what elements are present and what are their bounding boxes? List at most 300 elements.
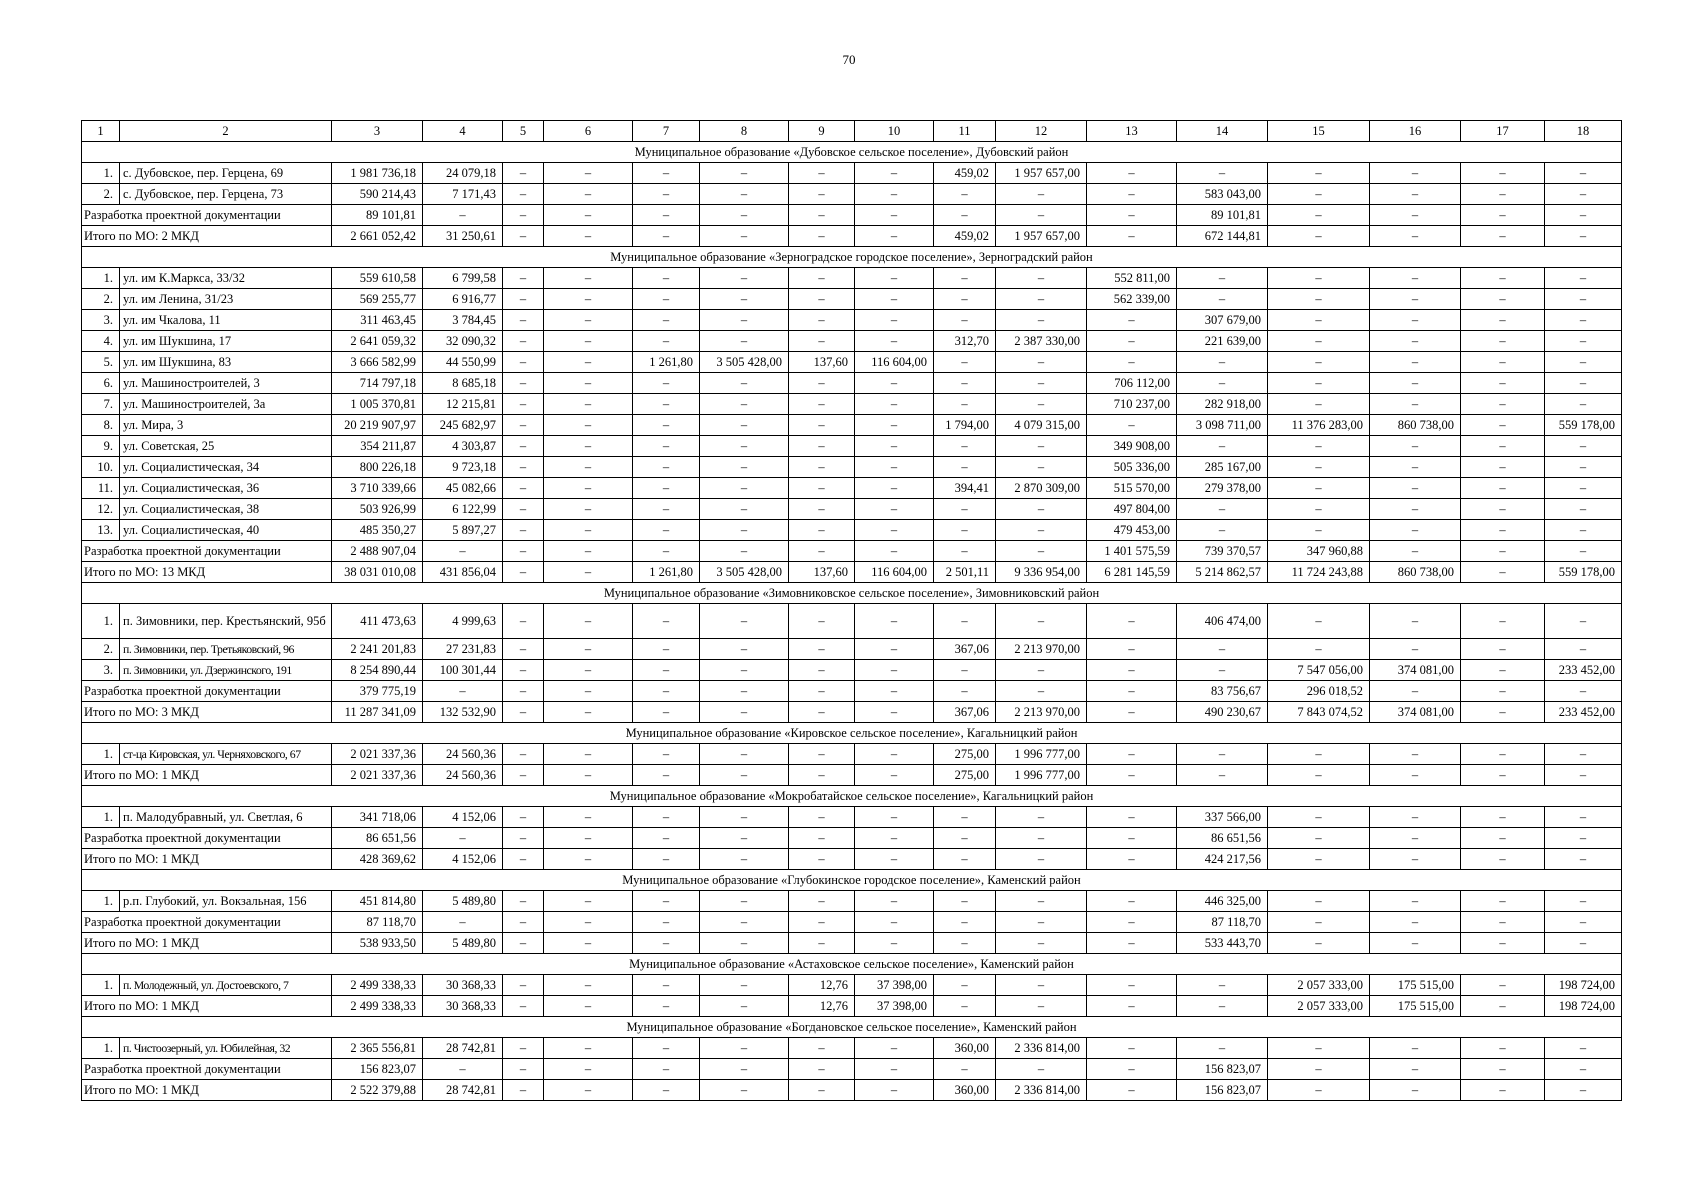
- value-cell: –: [1545, 226, 1622, 247]
- summary-row: [82, 828, 1622, 849]
- value-cell: –: [1268, 1038, 1370, 1059]
- value-cell: 2 021 337,36: [332, 744, 423, 765]
- value-cell: –: [1545, 352, 1622, 373]
- value-cell: –: [934, 373, 996, 394]
- value-cell: –: [544, 1080, 633, 1101]
- value-cell: –: [934, 933, 996, 954]
- value-cell: –: [855, 163, 934, 184]
- column-header: 12: [996, 121, 1087, 142]
- value-cell: –: [544, 996, 633, 1017]
- row-number: 1.: [82, 807, 120, 828]
- value-cell: 156 823,07: [1177, 1059, 1268, 1080]
- value-cell: –: [633, 1038, 700, 1059]
- value-cell: –: [1087, 639, 1177, 660]
- value-cell: –: [855, 891, 934, 912]
- value-cell: 360,00: [934, 1080, 996, 1101]
- value-cell: –: [1087, 660, 1177, 681]
- table-row: [82, 891, 1622, 912]
- row-number: 3.: [82, 310, 120, 331]
- value-cell: 2 488 907,04: [332, 541, 423, 562]
- value-cell: 1 996 777,00: [996, 765, 1087, 786]
- value-cell: 710 237,00: [1087, 394, 1177, 415]
- value-cell: –: [789, 891, 855, 912]
- value-cell: –: [855, 394, 934, 415]
- value-cell: –: [789, 541, 855, 562]
- value-cell: –: [1177, 436, 1268, 457]
- value-cell: –: [633, 163, 700, 184]
- value-cell: 156 823,07: [332, 1059, 423, 1080]
- value-cell: 367,06: [934, 639, 996, 660]
- value-cell: –: [503, 765, 544, 786]
- value-cell: 6 281 145,59: [1087, 562, 1177, 583]
- value-cell: 479 453,00: [1087, 520, 1177, 541]
- value-cell: –: [855, 289, 934, 310]
- value-cell: 86 651,56: [1177, 828, 1268, 849]
- address-cell: ул. им Шукшина, 17: [120, 331, 332, 352]
- value-cell: –: [700, 807, 789, 828]
- value-cell: –: [1370, 541, 1461, 562]
- value-cell: –: [1545, 744, 1622, 765]
- value-cell: –: [633, 1080, 700, 1101]
- value-cell: 2 336 814,00: [996, 1038, 1087, 1059]
- value-cell: 3 710 339,66: [332, 478, 423, 499]
- value-cell: –: [1461, 975, 1545, 996]
- value-cell: –: [633, 457, 700, 478]
- value-cell: –: [1087, 352, 1177, 373]
- value-cell: –: [503, 268, 544, 289]
- value-cell: –: [855, 415, 934, 436]
- value-cell: –: [789, 373, 855, 394]
- value-cell: –: [503, 289, 544, 310]
- value-cell: 583 043,00: [1177, 184, 1268, 205]
- address-cell: ст-ца Кировская, ул. Черняховского, 67: [120, 744, 332, 765]
- table-row: [82, 352, 1622, 373]
- address-cell: ул. Социалистическая, 34: [120, 457, 332, 478]
- value-cell: 459,02: [934, 163, 996, 184]
- value-cell: –: [1370, 828, 1461, 849]
- value-cell: –: [633, 373, 700, 394]
- value-cell: –: [700, 681, 789, 702]
- table-row: [82, 373, 1622, 394]
- value-cell: –: [544, 163, 633, 184]
- value-cell: 11 287 341,09: [332, 702, 423, 723]
- column-header: 15: [1268, 121, 1370, 142]
- value-cell: 12,76: [789, 975, 855, 996]
- value-cell: –: [855, 226, 934, 247]
- address-cell: п. Малодубравный, ул. Светлая, 6: [120, 807, 332, 828]
- value-cell: 562 339,00: [1087, 289, 1177, 310]
- value-cell: 87 118,70: [1177, 912, 1268, 933]
- value-cell: 7 171,43: [423, 184, 503, 205]
- value-cell: –: [1461, 562, 1545, 583]
- value-cell: –: [544, 331, 633, 352]
- value-cell: –: [996, 975, 1087, 996]
- value-cell: –: [544, 933, 633, 954]
- value-cell: –: [855, 828, 934, 849]
- value-cell: –: [633, 639, 700, 660]
- value-cell: 45 082,66: [423, 478, 503, 499]
- table-row: [82, 289, 1622, 310]
- value-cell: –: [1545, 1059, 1622, 1080]
- value-cell: –: [700, 499, 789, 520]
- value-cell: 2 522 379,88: [332, 1080, 423, 1101]
- value-cell: –: [1087, 1038, 1177, 1059]
- value-cell: –: [1370, 289, 1461, 310]
- value-cell: 374 081,00: [1370, 660, 1461, 681]
- row-number: 1.: [82, 604, 120, 639]
- value-cell: –: [1545, 891, 1622, 912]
- value-cell: 411 473,63: [332, 604, 423, 639]
- value-cell: 8 685,18: [423, 373, 503, 394]
- value-cell: –: [544, 639, 633, 660]
- summary-row: [82, 562, 1622, 583]
- value-cell: –: [1461, 828, 1545, 849]
- section-title-row: [82, 786, 1622, 807]
- value-cell: –: [1545, 373, 1622, 394]
- value-cell: 1 401 575,59: [1087, 541, 1177, 562]
- summary-row: [82, 1080, 1622, 1101]
- column-header: 9: [789, 121, 855, 142]
- table-row: [82, 394, 1622, 415]
- value-cell: –: [1177, 639, 1268, 660]
- row-number: 1.: [82, 163, 120, 184]
- value-cell: –: [1461, 744, 1545, 765]
- value-cell: –: [789, 520, 855, 541]
- value-cell: –: [855, 933, 934, 954]
- value-cell: 446 325,00: [1177, 891, 1268, 912]
- column-header: 14: [1177, 121, 1268, 142]
- section-title-row: [82, 142, 1622, 163]
- value-cell: –: [1545, 436, 1622, 457]
- value-cell: –: [503, 226, 544, 247]
- value-cell: –: [1545, 681, 1622, 702]
- row-number: 1.: [82, 744, 120, 765]
- value-cell: –: [700, 289, 789, 310]
- value-cell: –: [1087, 1080, 1177, 1101]
- value-cell: –: [1177, 744, 1268, 765]
- value-cell: –: [855, 1080, 934, 1101]
- value-cell: 221 639,00: [1177, 331, 1268, 352]
- row-number: 1.: [82, 1038, 120, 1059]
- row-number: 1.: [82, 268, 120, 289]
- value-cell: 5 897,27: [423, 520, 503, 541]
- value-cell: –: [1268, 373, 1370, 394]
- value-cell: –: [544, 205, 633, 226]
- value-cell: –: [1370, 765, 1461, 786]
- value-cell: 2 213 970,00: [996, 702, 1087, 723]
- value-cell: –: [1370, 1059, 1461, 1080]
- column-header: 7: [633, 121, 700, 142]
- address-cell: ул. Мира, 3: [120, 415, 332, 436]
- value-cell: –: [503, 499, 544, 520]
- value-cell: 6 122,99: [423, 499, 503, 520]
- value-cell: –: [1461, 478, 1545, 499]
- value-cell: –: [934, 891, 996, 912]
- value-cell: –: [503, 849, 544, 870]
- value-cell: –: [855, 639, 934, 660]
- value-cell: 2 365 556,81: [332, 1038, 423, 1059]
- value-cell: –: [855, 436, 934, 457]
- value-cell: –: [700, 849, 789, 870]
- column-header: 10: [855, 121, 934, 142]
- table-row: [82, 415, 1622, 436]
- table-row: [82, 1038, 1622, 1059]
- section-title-row: [82, 1017, 1622, 1038]
- value-cell: –: [934, 541, 996, 562]
- column-header: 8: [700, 121, 789, 142]
- value-cell: 8 254 890,44: [332, 660, 423, 681]
- table-row: [82, 163, 1622, 184]
- value-cell: –: [700, 702, 789, 723]
- value-cell: 296 018,52: [1268, 681, 1370, 702]
- value-cell: –: [1268, 807, 1370, 828]
- value-cell: –: [544, 289, 633, 310]
- value-cell: –: [503, 975, 544, 996]
- value-cell: 406 474,00: [1177, 604, 1268, 639]
- value-cell: –: [1461, 205, 1545, 226]
- value-cell: 538 933,50: [332, 933, 423, 954]
- value-cell: 7 843 074,52: [1268, 702, 1370, 723]
- value-cell: –: [700, 436, 789, 457]
- value-cell: –: [700, 660, 789, 681]
- value-cell: 1 794,00: [934, 415, 996, 436]
- value-cell: –: [1268, 499, 1370, 520]
- value-cell: –: [544, 828, 633, 849]
- value-cell: –: [1461, 1038, 1545, 1059]
- value-cell: –: [1087, 415, 1177, 436]
- value-cell: 1 996 777,00: [996, 744, 1087, 765]
- value-cell: –: [1177, 352, 1268, 373]
- value-cell: –: [700, 639, 789, 660]
- section-title: Муниципальное образование «Зимовниковское сельское поселение», Зимовниковский район: [82, 583, 1622, 604]
- value-cell: –: [1545, 1038, 1622, 1059]
- value-cell: –: [1370, 891, 1461, 912]
- address-cell: ул. им Шукшина, 83: [120, 352, 332, 373]
- value-cell: 497 804,00: [1087, 499, 1177, 520]
- value-cell: –: [633, 310, 700, 331]
- value-cell: 590 214,43: [332, 184, 423, 205]
- value-cell: –: [633, 996, 700, 1017]
- address-cell: п. Зимовники, пер. Третьяковский, 96: [120, 639, 332, 660]
- summary-label: Итого по МО: 1 МКД: [82, 933, 332, 954]
- value-cell: 44 550,99: [423, 352, 503, 373]
- value-cell: 3 505 428,00: [700, 562, 789, 583]
- value-cell: 341 718,06: [332, 807, 423, 828]
- value-cell: 2 499 338,33: [332, 975, 423, 996]
- value-cell: –: [1545, 268, 1622, 289]
- value-cell: –: [1087, 912, 1177, 933]
- data-table: [81, 120, 1622, 1101]
- table-row: [82, 520, 1622, 541]
- value-cell: 156 823,07: [1177, 1080, 1268, 1101]
- value-cell: 3 505 428,00: [700, 352, 789, 373]
- section-title: Муниципальное образование «Мокробатайское сельское поселение», Кагальницкий район: [82, 786, 1622, 807]
- table-row: [82, 660, 1622, 681]
- value-cell: –: [503, 681, 544, 702]
- value-cell: –: [996, 912, 1087, 933]
- summary-label: Разработка проектной документации: [82, 205, 332, 226]
- value-cell: –: [1268, 1080, 1370, 1101]
- value-cell: –: [503, 996, 544, 1017]
- value-cell: –: [996, 996, 1087, 1017]
- value-cell: 1 261,80: [633, 562, 700, 583]
- value-cell: 559 610,58: [332, 268, 423, 289]
- value-cell: 83 756,67: [1177, 681, 1268, 702]
- value-cell: –: [789, 436, 855, 457]
- value-cell: –: [1370, 457, 1461, 478]
- value-cell: –: [1545, 184, 1622, 205]
- value-cell: –: [544, 436, 633, 457]
- value-cell: –: [544, 268, 633, 289]
- value-cell: –: [1268, 912, 1370, 933]
- value-cell: –: [996, 310, 1087, 331]
- value-cell: –: [1370, 604, 1461, 639]
- address-cell: ул. им Чкалова, 11: [120, 310, 332, 331]
- value-cell: –: [1087, 744, 1177, 765]
- value-cell: –: [423, 1059, 503, 1080]
- value-cell: –: [503, 562, 544, 583]
- value-cell: 6 916,77: [423, 289, 503, 310]
- value-cell: –: [1370, 849, 1461, 870]
- value-cell: –: [855, 478, 934, 499]
- value-cell: 379 775,19: [332, 681, 423, 702]
- value-cell: 30 368,33: [423, 975, 503, 996]
- summary-label: Итого по МО: 13 МКД: [82, 562, 332, 583]
- summary-row: [82, 1059, 1622, 1080]
- value-cell: –: [1461, 184, 1545, 205]
- value-cell: –: [789, 226, 855, 247]
- value-cell: –: [934, 205, 996, 226]
- address-cell: ул. Социалистическая, 38: [120, 499, 332, 520]
- value-cell: –: [503, 744, 544, 765]
- value-cell: –: [503, 352, 544, 373]
- value-cell: –: [700, 184, 789, 205]
- value-cell: –: [1268, 310, 1370, 331]
- value-cell: –: [700, 891, 789, 912]
- value-cell: –: [700, 975, 789, 996]
- value-cell: –: [996, 499, 1087, 520]
- value-cell: –: [789, 289, 855, 310]
- value-cell: –: [544, 310, 633, 331]
- value-cell: 714 797,18: [332, 373, 423, 394]
- value-cell: 2 241 201,83: [332, 639, 423, 660]
- value-cell: –: [789, 331, 855, 352]
- value-cell: –: [1461, 849, 1545, 870]
- value-cell: –: [934, 352, 996, 373]
- summary-label: Разработка проектной документации: [82, 1059, 332, 1080]
- value-cell: –: [789, 912, 855, 933]
- value-cell: –: [1461, 226, 1545, 247]
- value-cell: –: [1087, 310, 1177, 331]
- value-cell: 282 918,00: [1177, 394, 1268, 415]
- value-cell: –: [633, 415, 700, 436]
- value-cell: –: [700, 394, 789, 415]
- value-cell: –: [503, 478, 544, 499]
- value-cell: –: [1545, 541, 1622, 562]
- value-cell: –: [1461, 1059, 1545, 1080]
- value-cell: 312,70: [934, 331, 996, 352]
- value-cell: 24 079,18: [423, 163, 503, 184]
- value-cell: –: [544, 912, 633, 933]
- value-cell: 233 452,00: [1545, 702, 1622, 723]
- table-row: [82, 310, 1622, 331]
- value-cell: –: [1370, 163, 1461, 184]
- value-cell: –: [934, 996, 996, 1017]
- value-cell: –: [855, 765, 934, 786]
- address-cell: с. Дубовское, пер. Герцена, 69: [120, 163, 332, 184]
- column-header: 3: [332, 121, 423, 142]
- value-cell: 28 742,81: [423, 1080, 503, 1101]
- value-cell: 175 515,00: [1370, 996, 1461, 1017]
- value-cell: –: [789, 394, 855, 415]
- value-cell: –: [1087, 828, 1177, 849]
- value-cell: –: [1268, 352, 1370, 373]
- page-number: 70: [842, 52, 856, 67]
- value-cell: –: [934, 604, 996, 639]
- address-cell: р.п. Глубокий, ул. Вокзальная, 156: [120, 891, 332, 912]
- value-cell: –: [1370, 681, 1461, 702]
- value-cell: –: [700, 1059, 789, 1080]
- column-header: 1: [82, 121, 120, 142]
- value-cell: –: [700, 828, 789, 849]
- value-cell: –: [1370, 352, 1461, 373]
- address-cell: ул. Машиностроителей, 3: [120, 373, 332, 394]
- value-cell: –: [996, 541, 1087, 562]
- value-cell: –: [1370, 226, 1461, 247]
- value-cell: –: [1268, 331, 1370, 352]
- value-cell: –: [544, 660, 633, 681]
- value-cell: –: [1177, 373, 1268, 394]
- value-cell: 132 532,90: [423, 702, 503, 723]
- value-cell: 394,41: [934, 478, 996, 499]
- value-cell: –: [544, 604, 633, 639]
- value-cell: –: [544, 681, 633, 702]
- value-cell: –: [633, 975, 700, 996]
- value-cell: 87 118,70: [332, 912, 423, 933]
- value-cell: –: [1087, 975, 1177, 996]
- value-cell: –: [1545, 933, 1622, 954]
- value-cell: –: [934, 912, 996, 933]
- value-cell: –: [1461, 912, 1545, 933]
- value-cell: –: [934, 394, 996, 415]
- value-cell: –: [1268, 289, 1370, 310]
- column-header: 16: [1370, 121, 1461, 142]
- value-cell: –: [423, 681, 503, 702]
- value-cell: –: [633, 436, 700, 457]
- value-cell: –: [996, 933, 1087, 954]
- value-cell: –: [1177, 163, 1268, 184]
- value-cell: –: [855, 681, 934, 702]
- value-cell: –: [503, 436, 544, 457]
- value-cell: 6 799,58: [423, 268, 503, 289]
- value-cell: –: [503, 520, 544, 541]
- value-cell: –: [855, 849, 934, 870]
- value-cell: –: [503, 807, 544, 828]
- value-cell: –: [1268, 604, 1370, 639]
- value-cell: –: [855, 702, 934, 723]
- value-cell: –: [544, 499, 633, 520]
- value-cell: –: [855, 807, 934, 828]
- value-cell: –: [1370, 310, 1461, 331]
- value-cell: –: [996, 891, 1087, 912]
- value-cell: –: [1545, 205, 1622, 226]
- value-cell: –: [934, 828, 996, 849]
- value-cell: 3 098 711,00: [1177, 415, 1268, 436]
- value-cell: –: [1461, 289, 1545, 310]
- value-cell: 5 214 862,57: [1177, 562, 1268, 583]
- value-cell: –: [934, 184, 996, 205]
- value-cell: 2 501,11: [934, 562, 996, 583]
